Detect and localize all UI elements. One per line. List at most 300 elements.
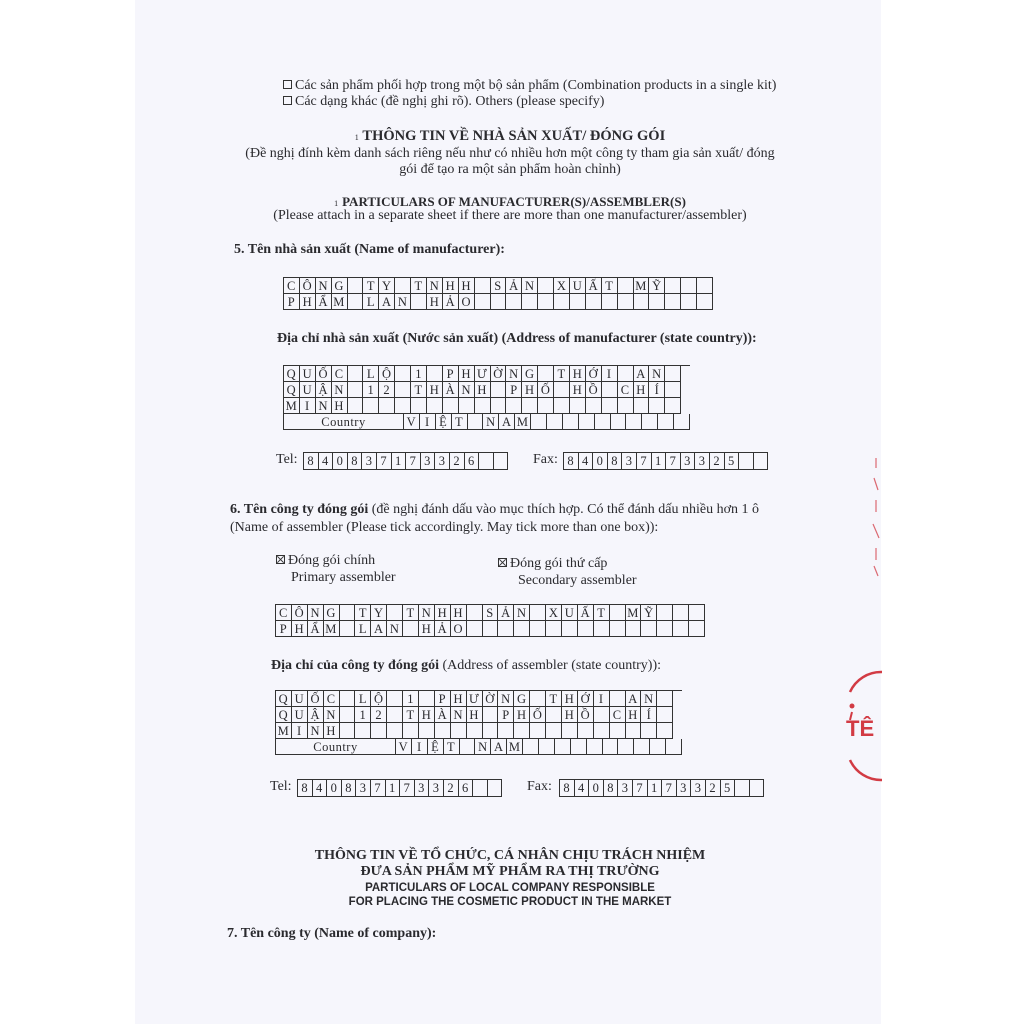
grid-cell[interactable] [570, 294, 586, 310]
grid-cell[interactable]: 0 [327, 780, 342, 797]
grid-cell[interactable] [689, 605, 705, 621]
grid-cell[interactable] [750, 780, 765, 797]
grid-cell[interactable] [681, 278, 697, 294]
grid-cell[interactable] [475, 294, 491, 310]
grid-cell[interactable]: Ố [538, 382, 554, 398]
grid-cell[interactable] [379, 398, 395, 414]
grid-cell[interactable] [697, 294, 713, 310]
grid-cell[interactable] [538, 294, 554, 310]
grid-cell[interactable]: N [316, 398, 332, 414]
grid-cell[interactable]: Ờ [483, 691, 499, 707]
grid-cell[interactable]: 5 [725, 453, 740, 470]
grid-cell[interactable]: M [507, 739, 523, 755]
grid-cell[interactable]: T [411, 278, 427, 294]
grid-cell[interactable]: H [443, 278, 459, 294]
grid-cell[interactable] [610, 605, 626, 621]
grid-cell[interactable]: Ô [292, 605, 308, 621]
grid-cell[interactable]: N [522, 278, 538, 294]
grid-cell[interactable]: 8 [342, 780, 357, 797]
grid-cell[interactable]: 4 [313, 780, 328, 797]
grid-cell[interactable]: M [284, 398, 300, 414]
grid-cell[interactable] [665, 398, 681, 414]
grid-cell[interactable]: N [514, 605, 530, 621]
grid-cell[interactable] [538, 398, 554, 414]
grid-cell[interactable]: N [475, 739, 491, 755]
grid-cell[interactable]: 8 [564, 453, 579, 470]
grid-cell[interactable]: 7 [637, 453, 652, 470]
checkbox-icon[interactable] [283, 80, 292, 89]
grid-cell[interactable]: Ấ [586, 278, 602, 294]
grid-cell[interactable]: 3 [356, 780, 371, 797]
grid-cell[interactable] [403, 723, 419, 739]
grid-cell[interactable] [348, 294, 364, 310]
grid-cell[interactable]: Ố [530, 707, 546, 723]
grid-cell[interactable]: Y [371, 605, 387, 621]
grid-cell[interactable]: N [387, 621, 403, 637]
grid-cell[interactable]: P [435, 691, 451, 707]
grid-cell[interactable]: 2 [379, 382, 395, 398]
grid-cell[interactable] [595, 414, 611, 430]
grid-cell[interactable] [594, 621, 610, 637]
grid-cell[interactable] [618, 366, 634, 382]
grid-cell[interactable]: 3 [618, 780, 633, 797]
grid-cell[interactable] [562, 621, 578, 637]
grid-cell[interactable]: 7 [400, 780, 415, 797]
grid-cell[interactable] [610, 723, 626, 739]
grid-cell[interactable]: G [514, 691, 530, 707]
grid-cell[interactable] [587, 739, 603, 755]
grid-cell[interactable] [506, 294, 522, 310]
grid-cell[interactable]: H [562, 707, 578, 723]
grid-cell[interactable] [403, 621, 419, 637]
grid-cell[interactable] [658, 414, 674, 430]
grid-cell[interactable] [451, 723, 467, 739]
grid-cell[interactable]: C [332, 366, 348, 382]
grid-cell[interactable]: 1 [363, 382, 379, 398]
grid-cell[interactable]: T [403, 707, 419, 723]
grid-cell[interactable] [539, 739, 555, 755]
grid-cell[interactable]: H [300, 294, 316, 310]
grid-cell[interactable] [665, 294, 681, 310]
grid-cell[interactable] [586, 398, 602, 414]
grid-cell[interactable]: T [355, 605, 371, 621]
grid-cell[interactable] [563, 414, 579, 430]
grid-cell[interactable]: 6 [465, 453, 480, 470]
grid-cell[interactable]: Ư [467, 691, 483, 707]
grid-cell[interactable]: T [403, 605, 419, 621]
grid-cell[interactable]: 0 [593, 453, 608, 470]
grid-cell[interactable]: H [626, 707, 642, 723]
grid-cell[interactable]: H [514, 707, 530, 723]
grid-cell[interactable] [467, 621, 483, 637]
grid-cell[interactable]: Ờ [491, 366, 507, 382]
grid-cell[interactable]: U [570, 278, 586, 294]
grid-cell[interactable] [586, 294, 602, 310]
grid-cell[interactable]: 7 [371, 780, 386, 797]
grid-cell[interactable]: 8 [604, 780, 619, 797]
grid-cell[interactable]: A [634, 366, 650, 382]
grid-cell[interactable] [387, 605, 403, 621]
grid-cell[interactable]: 2 [450, 453, 465, 470]
grid-cell[interactable] [340, 707, 356, 723]
grid-cell[interactable]: H [332, 398, 348, 414]
grid-cell[interactable] [578, 723, 594, 739]
grid-cell[interactable]: Ô [300, 278, 316, 294]
grid-cell[interactable] [479, 453, 494, 470]
grid-cell[interactable]: P [498, 707, 514, 723]
grid-cell[interactable]: N [308, 723, 324, 739]
assembler-tel-field[interactable] [297, 779, 502, 797]
grid-cell[interactable] [459, 398, 475, 414]
grid-cell[interactable] [488, 780, 503, 797]
grid-cell[interactable]: 3 [681, 453, 696, 470]
grid-cell[interactable]: Ộ [371, 691, 387, 707]
grid-cell[interactable]: N [324, 707, 340, 723]
grid-cell[interactable]: Ố [316, 366, 332, 382]
grid-cell[interactable] [522, 294, 538, 310]
grid-cell[interactable] [530, 691, 546, 707]
grid-cell[interactable]: T [554, 366, 570, 382]
grid-cell[interactable]: N [308, 605, 324, 621]
grid-cell[interactable]: 8 [560, 780, 575, 797]
checked-box-icon[interactable] [276, 555, 285, 564]
grid-cell[interactable] [467, 723, 483, 739]
grid-cell[interactable] [642, 414, 658, 430]
grid-cell[interactable] [483, 707, 499, 723]
grid-cell[interactable] [419, 723, 435, 739]
grid-cell[interactable]: Ả [435, 621, 451, 637]
grid-cell[interactable]: N [483, 414, 499, 430]
manufacturer-tel-field[interactable] [303, 452, 508, 470]
grid-cell[interactable]: O [451, 621, 467, 637]
grid-cell[interactable]: 0 [589, 780, 604, 797]
grid-cell[interactable]: Ỹ [641, 605, 657, 621]
grid-cell[interactable]: 3 [429, 780, 444, 797]
grid-cell[interactable]: C [284, 278, 300, 294]
checkbox-icon[interactable] [283, 96, 292, 105]
grid-cell[interactable] [514, 723, 530, 739]
grid-cell[interactable]: Ư [475, 366, 491, 382]
grid-cell[interactable] [618, 278, 634, 294]
grid-cell[interactable]: 3 [691, 780, 706, 797]
grid-cell[interactable]: H [427, 382, 443, 398]
grid-cell[interactable]: H [475, 382, 491, 398]
grid-cell[interactable] [641, 621, 657, 637]
grid-cell[interactable] [491, 382, 507, 398]
grid-cell[interactable]: G [332, 278, 348, 294]
grid-cell[interactable]: 7 [633, 780, 648, 797]
grid-cell[interactable]: A [626, 691, 642, 707]
grid-cell[interactable] [538, 278, 554, 294]
grid-cell[interactable]: N [649, 366, 665, 382]
grid-cell[interactable]: P [506, 382, 522, 398]
grid-cell[interactable] [570, 398, 586, 414]
grid-cell[interactable] [483, 723, 499, 739]
grid-cell[interactable] [475, 398, 491, 414]
grid-cell[interactable] [468, 414, 484, 430]
grid-cell[interactable] [491, 398, 507, 414]
grid-cell[interactable]: Ả [498, 605, 514, 621]
grid-cell[interactable] [411, 398, 427, 414]
grid-cell[interactable]: H [451, 691, 467, 707]
grid-cell[interactable] [611, 414, 627, 430]
grid-cell[interactable] [618, 398, 634, 414]
grid-cell[interactable]: Í [649, 382, 665, 398]
grid-cell[interactable]: Í [641, 707, 657, 723]
grid-cell[interactable]: C [276, 605, 292, 621]
grid-cell[interactable] [634, 294, 650, 310]
grid-cell[interactable] [673, 605, 689, 621]
grid-cell[interactable]: A [499, 414, 515, 430]
grid-cell[interactable] [483, 621, 499, 637]
grid-cell[interactable] [665, 366, 681, 382]
grid-cell[interactable]: 7 [406, 453, 421, 470]
grid-cell[interactable]: À [443, 382, 459, 398]
grid-cell[interactable] [579, 414, 595, 430]
grid-cell[interactable]: A [371, 621, 387, 637]
grid-cell[interactable] [754, 453, 769, 470]
grid-cell[interactable]: 7 [662, 780, 677, 797]
grid-cell[interactable] [634, 739, 650, 755]
grid-cell[interactable]: 7 [377, 453, 392, 470]
grid-cell[interactable] [387, 691, 403, 707]
grid-cell[interactable]: H [292, 621, 308, 637]
grid-cell[interactable] [626, 414, 642, 430]
grid-cell[interactable]: U [300, 366, 316, 382]
grid-cell[interactable]: X [554, 278, 570, 294]
grid-cell[interactable] [555, 739, 571, 755]
grid-cell[interactable] [522, 398, 538, 414]
grid-cell[interactable] [618, 739, 634, 755]
grid-cell[interactable]: 8 [608, 453, 623, 470]
grid-cell[interactable] [618, 294, 634, 310]
grid-cell[interactable] [673, 621, 689, 637]
grid-cell[interactable] [371, 723, 387, 739]
grid-cell[interactable]: U [292, 707, 308, 723]
manufacturer-fax-field[interactable] [563, 452, 768, 470]
grid-cell[interactable]: 2 [706, 780, 721, 797]
grid-cell[interactable]: Ấ [578, 605, 594, 621]
grid-cell[interactable] [626, 723, 642, 739]
grid-cell[interactable] [657, 605, 673, 621]
grid-cell[interactable] [435, 723, 451, 739]
grid-cell[interactable]: A [379, 294, 395, 310]
grid-cell[interactable]: H [324, 723, 340, 739]
grid-cell[interactable] [473, 780, 488, 797]
grid-cell[interactable]: H [459, 278, 475, 294]
grid-cell[interactable]: V [396, 739, 412, 755]
grid-cell[interactable]: N [316, 278, 332, 294]
grid-cell[interactable]: H [570, 366, 586, 382]
grid-cell[interactable]: I [292, 723, 308, 739]
grid-cell[interactable]: Ỹ [649, 278, 665, 294]
grid-cell[interactable]: M [626, 605, 642, 621]
grid-cell[interactable] [348, 278, 364, 294]
grid-cell[interactable]: H [435, 605, 451, 621]
grid-cell[interactable]: P [443, 366, 459, 382]
grid-cell[interactable] [530, 723, 546, 739]
grid-cell[interactable] [602, 294, 618, 310]
grid-cell[interactable]: S [491, 278, 507, 294]
grid-cell[interactable] [657, 707, 673, 723]
grid-cell[interactable]: M [332, 294, 348, 310]
grid-cell[interactable] [443, 398, 459, 414]
grid-cell[interactable] [626, 621, 642, 637]
grid-cell[interactable] [460, 739, 476, 755]
grid-cell[interactable]: M [515, 414, 531, 430]
grid-cell[interactable]: Ẩ [316, 294, 332, 310]
grid-cell[interactable]: T [602, 278, 618, 294]
grid-cell[interactable]: T [594, 605, 610, 621]
grid-cell[interactable]: N [459, 382, 475, 398]
grid-cell[interactable]: Q [284, 382, 300, 398]
grid-cell[interactable]: M [634, 278, 650, 294]
grid-cell[interactable]: I [420, 414, 436, 430]
grid-cell[interactable]: 8 [348, 453, 363, 470]
grid-cell[interactable]: Ậ [316, 382, 332, 398]
grid-cell[interactable]: C [618, 382, 634, 398]
grid-cell[interactable]: Ả [443, 294, 459, 310]
grid-cell[interactable] [523, 739, 539, 755]
grid-cell[interactable]: N [498, 691, 514, 707]
grid-cell[interactable]: O [459, 294, 475, 310]
grid-cell[interactable]: H [570, 382, 586, 398]
grid-cell[interactable] [427, 398, 443, 414]
grid-cell[interactable] [427, 366, 443, 382]
grid-cell[interactable]: N [419, 605, 435, 621]
grid-cell[interactable]: 1 [652, 453, 667, 470]
grid-cell[interactable]: 1 [403, 691, 419, 707]
grid-cell[interactable]: Ệ [436, 414, 452, 430]
grid-cell[interactable] [491, 294, 507, 310]
grid-cell[interactable] [530, 621, 546, 637]
grid-cell[interactable]: 1 [386, 780, 401, 797]
grid-cell[interactable]: Ồ [586, 382, 602, 398]
grid-cell[interactable] [419, 691, 435, 707]
grid-cell[interactable]: T [546, 691, 562, 707]
grid-cell[interactable] [546, 723, 562, 739]
grid-cell[interactable] [641, 723, 657, 739]
grid-cell[interactable]: I [300, 398, 316, 414]
grid-cell[interactable] [603, 739, 619, 755]
grid-cell[interactable] [689, 621, 705, 637]
grid-cell[interactable] [657, 723, 673, 739]
grid-cell[interactable]: C [324, 691, 340, 707]
grid-cell[interactable]: Q [276, 707, 292, 723]
grid-cell[interactable] [538, 366, 554, 382]
grid-cell[interactable] [546, 707, 562, 723]
grid-cell[interactable] [348, 366, 364, 382]
grid-cell[interactable] [498, 621, 514, 637]
grid-cell[interactable] [506, 398, 522, 414]
grid-cell[interactable]: T [411, 382, 427, 398]
grid-cell[interactable] [649, 398, 665, 414]
grid-cell[interactable]: Ồ [578, 707, 594, 723]
grid-cell[interactable] [340, 621, 356, 637]
grid-cell[interactable]: L [363, 294, 379, 310]
checked-box-icon[interactable] [498, 558, 507, 567]
grid-cell[interactable]: 3 [415, 780, 430, 797]
grid-cell[interactable]: Ả [506, 278, 522, 294]
grid-cell[interactable] [411, 294, 427, 310]
grid-cell[interactable] [340, 605, 356, 621]
grid-cell[interactable]: Ộ [379, 366, 395, 382]
grid-cell[interactable]: L [355, 621, 371, 637]
grid-cell[interactable]: Q [276, 691, 292, 707]
grid-cell[interactable] [387, 723, 403, 739]
grid-cell[interactable] [594, 707, 610, 723]
grid-cell[interactable] [697, 278, 713, 294]
grid-cell[interactable] [666, 739, 682, 755]
grid-cell[interactable] [498, 723, 514, 739]
grid-cell[interactable] [395, 382, 411, 398]
grid-cell[interactable]: T [452, 414, 468, 430]
grid-cell[interactable]: H [459, 366, 475, 382]
grid-cell[interactable] [475, 278, 491, 294]
grid-cell[interactable]: Y [379, 278, 395, 294]
grid-cell[interactable]: H [634, 382, 650, 398]
grid-cell[interactable]: 3 [421, 453, 436, 470]
grid-cell[interactable] [494, 453, 509, 470]
grid-cell[interactable]: 7 [666, 453, 681, 470]
grid-cell[interactable]: H [419, 621, 435, 637]
grid-cell[interactable] [348, 382, 364, 398]
grid-cell[interactable]: G [324, 605, 340, 621]
grid-cell[interactable] [602, 382, 618, 398]
grid-cell[interactable]: Ớ [578, 691, 594, 707]
grid-cell[interactable]: 3 [677, 780, 692, 797]
grid-cell[interactable]: U [292, 691, 308, 707]
grid-cell[interactable]: Q [284, 366, 300, 382]
grid-cell[interactable]: H [562, 691, 578, 707]
grid-cell[interactable] [739, 453, 754, 470]
grid-cell[interactable] [578, 621, 594, 637]
grid-cell[interactable]: I [602, 366, 618, 382]
grid-cell[interactable]: Ẩ [308, 621, 324, 637]
grid-cell[interactable]: T [444, 739, 460, 755]
grid-cell[interactable] [657, 621, 673, 637]
grid-cell[interactable]: Ậ [308, 707, 324, 723]
grid-cell[interactable]: N [395, 294, 411, 310]
grid-cell[interactable] [530, 605, 546, 621]
grid-cell[interactable] [610, 621, 626, 637]
grid-cell[interactable] [395, 278, 411, 294]
grid-cell[interactable] [514, 621, 530, 637]
grid-cell[interactable]: S [483, 605, 499, 621]
assembler-fax-field[interactable] [559, 779, 764, 797]
grid-cell[interactable]: U [562, 605, 578, 621]
grid-cell[interactable] [348, 398, 364, 414]
grid-cell[interactable]: 4 [319, 453, 334, 470]
grid-cell[interactable] [634, 398, 650, 414]
grid-cell[interactable]: T [363, 278, 379, 294]
grid-cell[interactable]: G [522, 366, 538, 382]
grid-cell[interactable]: C [610, 707, 626, 723]
grid-cell[interactable]: H [522, 382, 538, 398]
grid-cell[interactable] [546, 621, 562, 637]
grid-cell[interactable]: 1 [392, 453, 407, 470]
grid-cell[interactable] [665, 382, 681, 398]
grid-cell[interactable] [547, 414, 563, 430]
grid-cell[interactable]: À [435, 707, 451, 723]
grid-cell[interactable] [387, 707, 403, 723]
grid-cell[interactable]: L [355, 691, 371, 707]
grid-cell[interactable]: N [506, 366, 522, 382]
grid-cell[interactable]: 4 [579, 453, 594, 470]
grid-cell[interactable]: 2 [710, 453, 725, 470]
grid-cell[interactable] [562, 723, 578, 739]
grid-cell[interactable] [340, 691, 356, 707]
